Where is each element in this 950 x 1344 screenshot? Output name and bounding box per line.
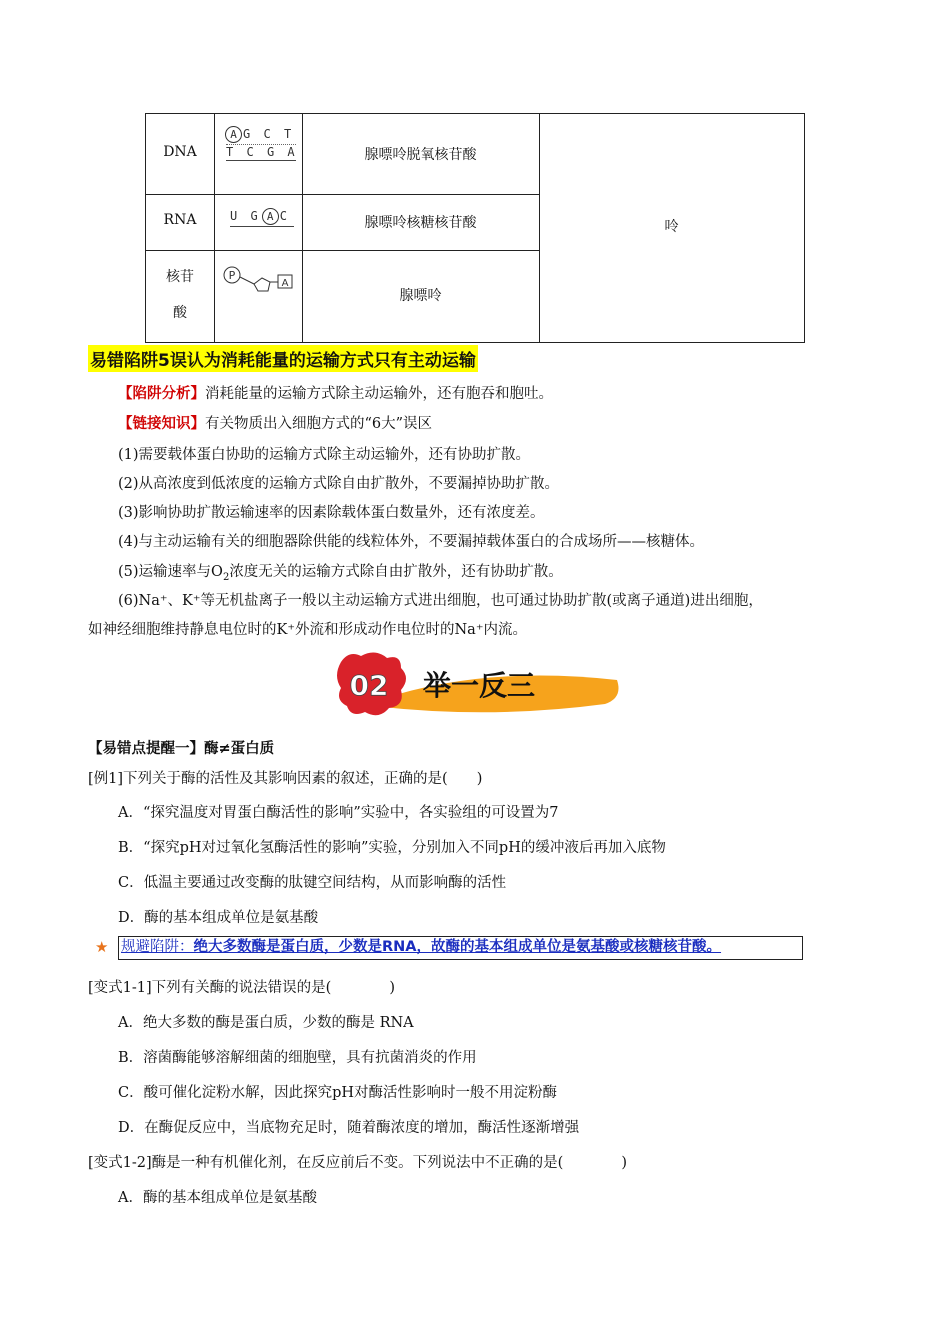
dna-base: T	[226, 145, 237, 159]
nucleotide-structure-icon	[222, 264, 298, 294]
example-stem: [例1]下列关于酶的活性及其影响因素的叙述，正确的是( )	[88, 771, 483, 787]
merged-cell-text: 呤	[664, 219, 679, 235]
row-rna-name: RNA	[163, 212, 197, 228]
item5-subscript: 2	[222, 571, 230, 583]
phosphate-label: P	[228, 269, 236, 282]
row-nucleotide-name-1: 核苷	[166, 269, 194, 285]
row-nucleotide-meaning: 腺嘌呤	[399, 288, 442, 304]
knowledge-item-6-line2: 如神经细胞维持静息电位时的K⁺外流和形成动作电位时的Na⁺内流。	[88, 622, 527, 638]
row-dna-meaning: 腺嘌呤脱氧核苷酸	[364, 147, 477, 163]
variant2-stem: [变式1-2]酶是一种有机催化剂，在反应前后不变。下列说法中不正确的是( )	[88, 1155, 627, 1171]
adenine-circle: A	[225, 126, 242, 143]
rna-sequence-diagram	[230, 208, 294, 227]
knowledge-item: (2)从高浓度到低浓度的运输方式除自由扩散外，不要漏掉协助扩散。	[118, 476, 560, 492]
dna-base: G	[266, 145, 278, 159]
nucleotide-table	[145, 113, 805, 343]
variant1-option: C．酸可催化淀粉水解，因此探究pH对酶活性影响时一般不用淀粉酶	[118, 1085, 558, 1101]
variant1-option: B．溶菌酶能够溶解细菌的细胞壁，具有抗菌消炎的作用	[118, 1050, 477, 1066]
knowledge-item-5	[118, 560, 563, 583]
item5-part-a: (5)运输速率与O	[118, 564, 223, 580]
variant1-option: A．绝大多数的酶是蛋白质，少数的酶是 RNA	[118, 1015, 414, 1031]
trap-analysis	[118, 382, 553, 403]
dna-base: T	[283, 127, 295, 141]
adenine-label: A	[281, 278, 289, 289]
variant1-stem: [变式1-1]下列有关酶的说法错误的是( )	[88, 980, 395, 996]
link-text: 有关物质出入细胞方式的“6大”误区	[205, 416, 433, 432]
knowledge-item: (4)与主动运输有关的细胞器除供能的线粒体外，不要漏掉载体蛋白的合成场所——核糖体。	[118, 534, 705, 550]
trap-hint-box	[118, 936, 803, 960]
variant2-option: A．酶的基本组成单位是氨基酸	[118, 1190, 317, 1206]
example-option: B．“探究pH对过氧化氢酶活性的影响”实验，分别加入不同pH的缓冲液后再加入底物	[118, 840, 666, 856]
dna-base: A	[287, 145, 298, 159]
rna-base: C	[279, 209, 290, 223]
banner-number: 02	[349, 669, 389, 702]
dna-base: C	[263, 127, 274, 141]
banner-title: 举一反三	[423, 669, 536, 702]
example-option: D．酶的基本组成单位是氨基酸	[118, 910, 319, 926]
variant1-option: D．在酶促反应中，当底物充足时，随着酶浓度的增加，酶活性逐渐增强	[118, 1120, 580, 1136]
section-banner	[335, 650, 625, 720]
knowledge-item: (1)需要载体蛋白协助的运输方式除主动运输外，还有协助扩散。	[118, 447, 531, 463]
trap5-title: 易错陷阱5误认为消耗能量的运输方式只有主动运输	[88, 345, 478, 372]
hint-text: 绝大多数酶是蛋白质，少数是RNA，故酶的基本组成单位是氨基酸或核糖核苷酸。	[193, 939, 722, 955]
knowledge-item: (3)影响协助扩散运输速率的因素除载体蛋白数量外，还有浓度差。	[118, 505, 545, 521]
example-option: A．“探究温度对胃蛋白酶活性的影响”实验中，各实验组的可设置为7	[118, 805, 559, 821]
rna-base: U	[230, 209, 241, 223]
item5-part-b: 浓度无关的运输方式除自由扩散外，还有协助扩散。	[229, 564, 563, 580]
link-knowledge	[118, 412, 432, 433]
dna-base: G	[243, 127, 254, 141]
example-option: C．低温主要通过改变酶的肽键空间结构，从而影响酶的活性	[118, 875, 507, 891]
dna-sequence-diagram	[224, 126, 298, 161]
hint-label: 规避陷阱：	[121, 939, 194, 955]
analysis-text: 消耗能量的运输方式除主动运输外，还有胞吞和胞吐。	[205, 386, 553, 402]
row-dna-name: DNA	[163, 144, 197, 160]
link-tag: 【链接知识】	[118, 416, 205, 432]
rna-base: G	[250, 209, 261, 223]
tip1-title: 【易错点提醒一】酶≠蛋白质	[88, 741, 275, 757]
dna-base: C	[246, 145, 257, 159]
star-icon: ★	[95, 938, 109, 956]
row-nucleotide-name-2: 酸	[173, 305, 187, 321]
row-rna-meaning: 腺嘌呤核糖核苷酸	[364, 215, 477, 231]
adenine-circle: A	[262, 208, 279, 225]
knowledge-item-6-line1: (6)Na⁺、K⁺等无机盐离子一般以主动运输方式进出细胞，也可通过协助扩散(或离子通道)进出细胞，	[118, 593, 763, 609]
analysis-tag: 【陷阱分析】	[118, 386, 205, 402]
